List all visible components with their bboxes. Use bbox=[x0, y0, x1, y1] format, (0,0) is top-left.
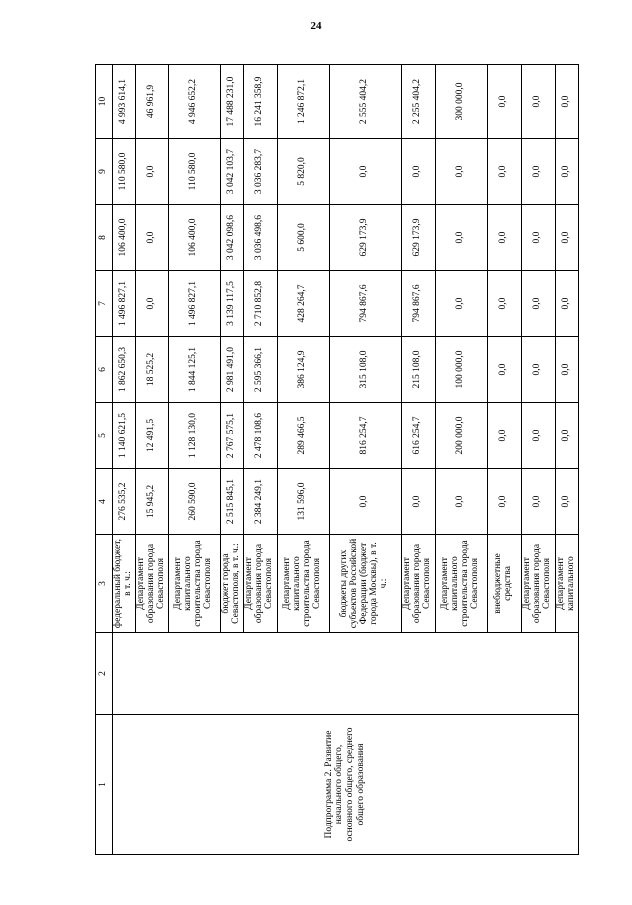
value-cell: 300 000,0 bbox=[435, 65, 487, 139]
value-cell: 15 945,2 bbox=[135, 469, 168, 535]
value-cell: 2 515 845,1 bbox=[220, 469, 243, 535]
value-cell: 0,0 bbox=[135, 271, 168, 337]
value-cell: 0,0 bbox=[435, 139, 487, 205]
header-cell: 1 bbox=[96, 715, 113, 855]
value-cell: 0,0 bbox=[435, 469, 487, 535]
header-cell: 2 bbox=[96, 633, 113, 715]
value-cell: 0,0 bbox=[521, 65, 555, 139]
value-cell: 1 844 125,1 bbox=[168, 337, 220, 403]
page-number: 24 bbox=[310, 20, 322, 32]
column-2-cell bbox=[113, 633, 579, 715]
value-cell: 0,0 bbox=[435, 205, 487, 271]
value-cell: 3 036 283,7 bbox=[243, 139, 277, 205]
value-cell: 16 241 358,9 bbox=[243, 65, 277, 139]
header-cell: 5 bbox=[96, 403, 113, 469]
value-cell: 0,0 bbox=[487, 271, 521, 337]
value-cell: 215 108,0 bbox=[401, 337, 435, 403]
value-cell: 3 139 117,5 bbox=[220, 271, 243, 337]
value-cell: 2 767 575,1 bbox=[220, 403, 243, 469]
value-cell: 1 140 621,5 bbox=[113, 403, 136, 469]
header-cell: 8 bbox=[96, 205, 113, 271]
funding-source-label: Департамент образования города Севастополя bbox=[521, 535, 555, 633]
value-cell: 0,0 bbox=[435, 271, 487, 337]
funding-source-label: бюджеты других субъектов Российской Федерации (бюджет города Москвы), в т. ч.: bbox=[329, 535, 401, 633]
value-cell: 2 384 249,1 bbox=[243, 469, 277, 535]
value-cell: 289 466,5 bbox=[277, 403, 329, 469]
value-cell: 110 580,0 bbox=[168, 139, 220, 205]
value-cell: 0,0 bbox=[487, 403, 521, 469]
value-cell: 260 590,0 bbox=[168, 469, 220, 535]
value-cell: 0,0 bbox=[555, 469, 578, 535]
funding-source-label: Департамент образования города Севастополя bbox=[401, 535, 435, 633]
value-cell: 0,0 bbox=[135, 205, 168, 271]
value-cell: 0,0 bbox=[555, 65, 578, 139]
value-cell: 2 255 404,2 bbox=[401, 65, 435, 139]
value-cell: 616 254,7 bbox=[401, 403, 435, 469]
value-cell: 276 535,2 bbox=[113, 469, 136, 535]
value-cell: 315 108,0 bbox=[329, 337, 401, 403]
rotated-table-wrapper bbox=[95, 65, 575, 855]
funding-source-label: федеральный бюджет, в т. ч.: bbox=[113, 535, 136, 633]
value-cell: 0,0 bbox=[521, 337, 555, 403]
value-cell: 46 961,9 bbox=[135, 65, 168, 139]
value-cell: 1 246 872,1 bbox=[277, 65, 329, 139]
value-cell: 0,0 bbox=[329, 469, 401, 535]
value-cell: 0,0 bbox=[521, 139, 555, 205]
value-cell: 629 173,9 bbox=[329, 205, 401, 271]
value-cell: 794 867,6 bbox=[401, 271, 435, 337]
header-row bbox=[96, 65, 113, 855]
value-cell: 2 710 852,8 bbox=[243, 271, 277, 337]
value-cell: 386 124,9 bbox=[277, 337, 329, 403]
value-cell: 4 946 652,2 bbox=[168, 65, 220, 139]
header-cell: 9 bbox=[96, 139, 113, 205]
value-cell: 0,0 bbox=[329, 139, 401, 205]
value-cell: 1 862 650,3 bbox=[113, 337, 136, 403]
value-cell: 816 254,7 bbox=[329, 403, 401, 469]
value-cell: 0,0 bbox=[135, 139, 168, 205]
funding-source-label: Департамент капитального bbox=[555, 535, 578, 633]
value-cell: 2 555 404,2 bbox=[329, 65, 401, 139]
program-title: Подпрограмма 2. Развитие начального общего, основного общего, среднего общего образования bbox=[113, 715, 579, 855]
value-cell: 0,0 bbox=[555, 337, 578, 403]
funding-source-label: внебюджетные средства bbox=[487, 535, 521, 633]
value-cell: 106 400,0 bbox=[168, 205, 220, 271]
value-cell: 2 981 491,0 bbox=[220, 337, 243, 403]
value-cell: 18 525,2 bbox=[135, 337, 168, 403]
budget-table bbox=[95, 64, 579, 855]
funding-source-label: Департамент капитального строительства города Севастополя bbox=[277, 535, 329, 633]
value-cell: 0,0 bbox=[487, 469, 521, 535]
value-cell: 5 600,0 bbox=[277, 205, 329, 271]
value-cell: 131 596,0 bbox=[277, 469, 329, 535]
header-cell: 10 bbox=[96, 65, 113, 139]
value-cell: 0,0 bbox=[401, 139, 435, 205]
value-cell: 428 264,7 bbox=[277, 271, 329, 337]
value-cell: 12 491,5 bbox=[135, 403, 168, 469]
funding-source-label: бюджет города Севастополя, в т. ч.: bbox=[220, 535, 243, 633]
funding-source-label: Департамент образования города Севастополя bbox=[243, 535, 277, 633]
value-cell: 110 580,0 bbox=[113, 139, 136, 205]
value-cell: 2 595 366,1 bbox=[243, 337, 277, 403]
value-cell: 1 496 827,1 bbox=[113, 271, 136, 337]
value-cell: 0,0 bbox=[521, 403, 555, 469]
value-cell: 3 042 098,6 bbox=[220, 205, 243, 271]
value-cell: 1 128 130,0 bbox=[168, 403, 220, 469]
value-cell: 794 867,6 bbox=[329, 271, 401, 337]
value-cell: 0,0 bbox=[521, 205, 555, 271]
value-cell: 0,0 bbox=[487, 65, 521, 139]
header-cell: 3 bbox=[96, 535, 113, 633]
value-cell: 0,0 bbox=[521, 469, 555, 535]
value-cell: 2 478 108,6 bbox=[243, 403, 277, 469]
header-cell: 7 bbox=[96, 271, 113, 337]
value-cell: 629 173,9 bbox=[401, 205, 435, 271]
funding-source-label: Департамент капитального строительства города Севастополя bbox=[435, 535, 487, 633]
value-cell: 0,0 bbox=[401, 469, 435, 535]
header-cell: 4 bbox=[96, 469, 113, 535]
value-cell: 0,0 bbox=[555, 403, 578, 469]
value-cell: 0,0 bbox=[487, 205, 521, 271]
value-cell: 100 000,0 bbox=[435, 337, 487, 403]
value-cell: 5 820,0 bbox=[277, 139, 329, 205]
header-cell: 6 bbox=[96, 337, 113, 403]
funding-source-label: Департамент капитального строительства города Севастополя bbox=[168, 535, 220, 633]
value-cell: 1 496 827,1 bbox=[168, 271, 220, 337]
value-cell: 200 000,0 bbox=[435, 403, 487, 469]
value-cell: 3 036 498,6 bbox=[243, 205, 277, 271]
value-cell: 0,0 bbox=[555, 271, 578, 337]
value-cell: 17 488 231,0 bbox=[220, 65, 243, 139]
value-cell: 0,0 bbox=[555, 139, 578, 205]
funding-source-label: Департамент образования города Севастополя bbox=[135, 535, 168, 633]
value-cell: 0,0 bbox=[487, 337, 521, 403]
value-cell: 4 993 614,1 bbox=[113, 65, 136, 139]
value-cell: 0,0 bbox=[521, 271, 555, 337]
value-cell: 106 400,0 bbox=[113, 205, 136, 271]
table-row bbox=[113, 65, 136, 855]
value-cell: 3 042 103,7 bbox=[220, 139, 243, 205]
value-cell: 0,0 bbox=[487, 139, 521, 205]
value-cell: 0,0 bbox=[555, 205, 578, 271]
